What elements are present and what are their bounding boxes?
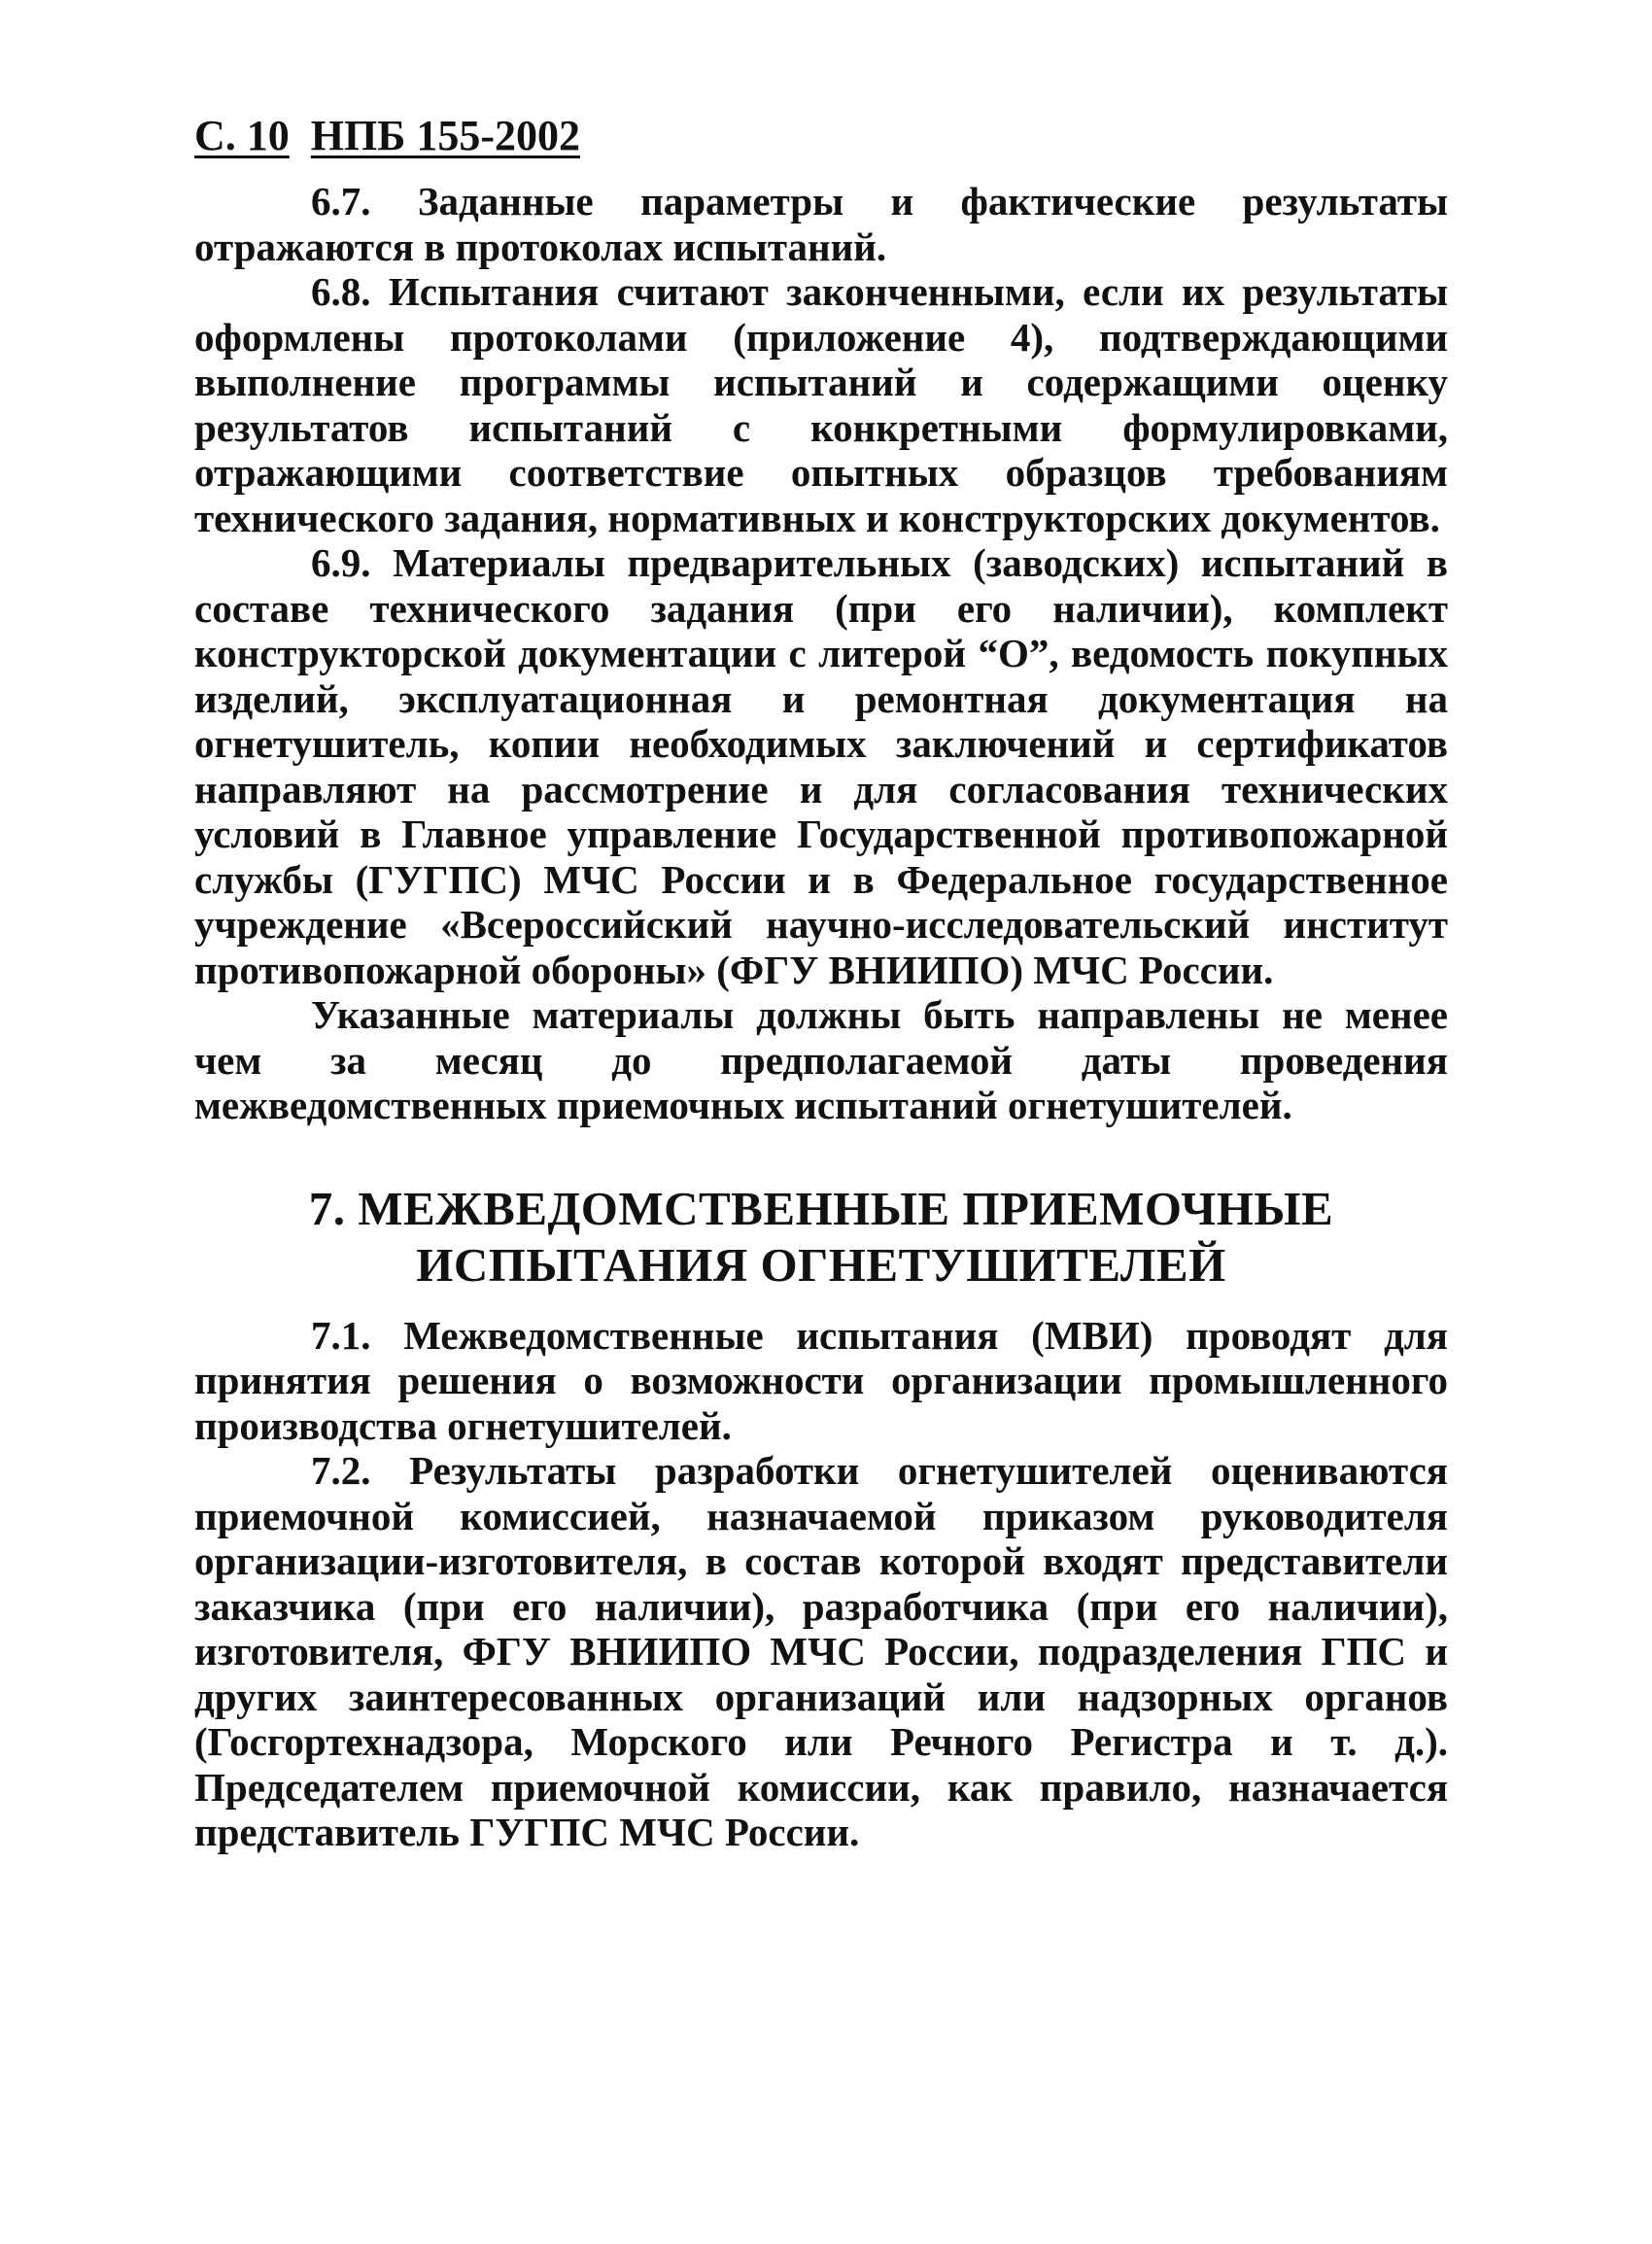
paragraph-6-9: 6.9. Материалы предварительных (заводских) испытаний в составе технического задания (при его наличии), комплект конструкторской документации с литерой “О”, ведомость покупных изделий, эксплуатационная и ремонтная документация на огнетушитель, копии необходимых заключений и сертификатов направляют на рассмотрение и для согласования технических условий в Главное управление Государственной противопожарной службы (ГУГПС) МЧС России и в Федеральное государственное учреждение «Всероссийский научно-исследовательский институт противопожарной обороны» (ФГУ ВНИИПО) МЧС России. — [194, 540, 1448, 992]
paragraph-7-1: 7.1. Межведомственные испытания (МВИ) проводят для принятия решения о возможности организации промышленного производства огнетушителей. — [194, 1312, 1448, 1448]
section-heading — [194, 1181, 1448, 1294]
paragraph-6-7: 6.7. Заданные параметры и фактические результаты отражаются в протоколах испытаний. — [194, 179, 1448, 269]
paragraph-6-9-continuation: Указанные материалы должны быть направлены не менее чем за месяц до предполагаемой даты проведения межведомственных приемочных испытаний огнетушителей. — [194, 992, 1448, 1127]
document-code: НПБ 155-2002 — [310, 112, 580, 159]
paragraph-7-2: 7.2. Результаты разработки огнетушителей оцениваются приемочной комиссией, назначаемой приказом руководителя организации-изготовителя, в состав которой входят представители заказчика (при его наличии), разработчика (при его наличии), изготовителя, ФГУ ВНИИПО МЧС России, подразделения ГПС и других заинтересованных организаций или надзорных органов (Госгортехнадзора, Морского или Речного Регистра и т. д.). Председателем приемочной комиссии, как правило, назначается представитель ГУГПС МЧС России. — [194, 1448, 1448, 1854]
page-number: С. 10 — [194, 112, 290, 159]
page-header — [194, 107, 1448, 165]
paragraph-6-8: 6.8. Испытания считают законченными, если их результаты оформлены протоколами (приложение 4), подтверждающими выполнение программы испытаний и содержащими оценку результатов испытаний с конкретными формулировками, отражающими соответствие опытных образцов требованиям технического задания, нормативных и конструкторских документов. — [194, 269, 1448, 540]
section-heading-line-2: ИСПЫТАНИЯ ОГНЕТУШИТЕЛЕЙ — [416, 1237, 1226, 1292]
document-page — [194, 107, 1448, 2196]
section-heading-line-1: 7. МЕЖВЕДОМСТВЕННЫЕ ПРИЕМОЧНЫЕ — [308, 1181, 1334, 1235]
